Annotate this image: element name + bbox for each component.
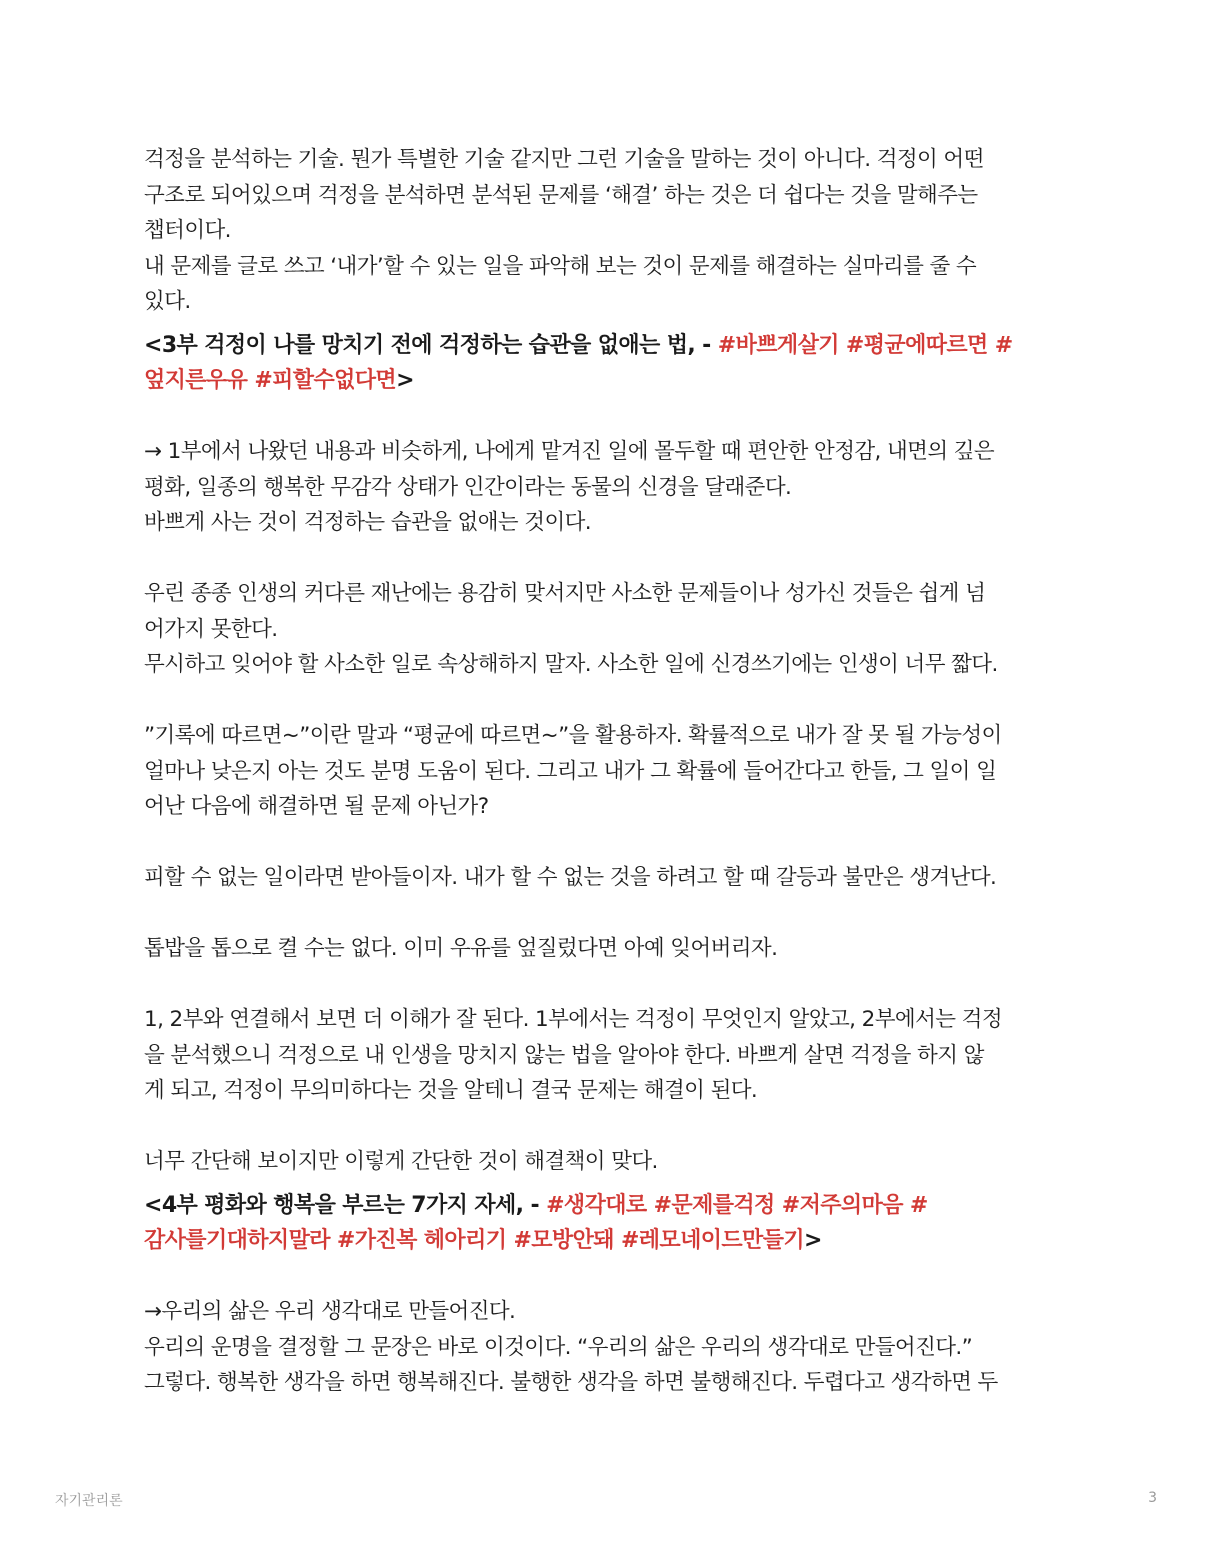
text-line: 얼마나 낮은지 아는 것도 분명 도움이 된다. 그리고 내가 그 확률에 들어간다고 한들, 그 일이 일 — [144, 758, 997, 784]
spacer — [144, 896, 1069, 932]
part3-heading-tags: #바쁘게살기 #평균에따르면 #엎지른우유 #피할수없다면 — [144, 332, 1013, 393]
text-line: 있다. — [144, 289, 191, 314]
part4-heading-close: > — [804, 1228, 822, 1253]
text-line: 챕터이다. — [144, 218, 231, 243]
text-line: 무시하고 잊어야 할 사소한 일로 속상해하지 말자. 사소한 일에 신경쓰기에는 인생이 너무 짧다. — [144, 652, 998, 677]
text-line: 을 분석했으니 걱정으로 내 인생을 망치지 않는 법을 알아야 한다. 바쁘게 살면 걱정을 하지 않 — [144, 1042, 984, 1068]
text-line: 내 문제를 글로 쓰고 ‘내가’할 수 있는 일을 파악해 보는 것이 문제를 해결하는 실마리를 줄 수 — [144, 253, 977, 279]
part3-paragraph-2 — [144, 576, 1069, 683]
text-line: 평화, 일종의 행복한 무감각 상태가 인간이라는 동물의 신경을 달래준다. — [144, 474, 792, 500]
footer-document-title: 자기관리론 — [55, 1493, 123, 1509]
text-line: 너무 간단해 보이지만 이렇게 간단한 것이 해결책이 맞다. — [144, 1149, 658, 1174]
text-line: 피할 수 없는 일이라면 받아들이자. 내가 할 수 없는 것을 하려고 할 때 갈등과 불만은 생겨난다. — [144, 865, 997, 890]
text-line: 어가지 못한다. — [144, 616, 278, 642]
intro-paragraph — [144, 142, 1069, 320]
part4-paragraph-1 — [144, 1294, 1069, 1401]
text-line: 구조로 되어있으며 걱정을 분석하면 분석된 문제를 ‘해결’ 하는 것은 더 쉽다는 것을 말해주는 — [144, 182, 978, 208]
text-line: 우리의 운명을 결정할 그 문장은 바로 이것이다. “우리의 삶은 우리의 생각대로 만들어진다.” — [144, 1334, 973, 1360]
spacer — [144, 399, 1069, 435]
part3-paragraph-5 — [144, 931, 1069, 967]
text-line: 어난 다음에 해결하면 될 문제 아닌가? — [144, 794, 489, 819]
part3-heading — [144, 328, 1069, 399]
part4-heading-title: <4부 평화와 행복을 부르는 7가지 자세, - — [144, 1192, 547, 1218]
text-line: 우린 종종 인생의 커다른 재난에는 용감히 맞서지만 사소한 문제들이나 성가신 것들은 쉽게 넘 — [144, 581, 986, 606]
text-line: 바쁘게 사는 것이 걱정하는 습관을 없애는 것이다. — [144, 510, 592, 535]
text-line: ”기록에 따르면~”이란 말과 “평균에 따르면~”을 활용하자. 확률적으로 내가 잘 못 될 가능성이 — [144, 723, 1002, 748]
part4-heading-tags: #생각대로 #문제를걱정 #저주의마음 #감사를기대하지말라 #가진복 헤아리기 #모방안돼 #레모네이드만들기 — [144, 1192, 928, 1253]
part3-paragraph-6 — [144, 1002, 1069, 1109]
part3-heading-close: > — [396, 368, 414, 393]
part3-paragraph-3 — [144, 718, 1069, 825]
text-line: 1, 2부와 연결해서 보면 더 이해가 잘 된다. 1부에서는 걱정이 무엇인지 알았고, 2부에서는 걱정 — [144, 1007, 1002, 1032]
document-body — [144, 142, 1069, 1401]
spacer — [144, 825, 1069, 861]
text-line: 톱밥을 톱으로 켤 수는 없다. 이미 우유를 엎질렀다면 아예 잊어버리자. — [144, 936, 778, 961]
part3-paragraph-1 — [144, 434, 1069, 541]
text-line: 걱정을 분석하는 기술. 뭔가 특별한 기술 같지만 그런 기술을 말하는 것이 아니다. 걱정이 어떤 — [144, 147, 984, 172]
text-line: 그렇다. 행복한 생각을 하면 행복해진다. 불행한 생각을 하면 불행해진다. 두렵다고 생각하면 두 — [144, 1370, 998, 1395]
part3-paragraph-4 — [144, 860, 1069, 896]
text-line: 게 되고, 걱정이 무의미하다는 것을 알테니 결국 문제는 해결이 된다. — [144, 1078, 758, 1103]
text-line: → 1부에서 나왔던 내용과 비슷하게, 나에게 맡겨진 일에 몰두할 때 편안한 안정감, 내면의 깊은 — [144, 439, 995, 464]
text-line: →우리의 삶은 우리 생각대로 만들어진다. — [144, 1299, 516, 1324]
spacer — [144, 1259, 1069, 1295]
footer-page-number: 3 — [1148, 1490, 1157, 1506]
part3-heading-title: <3부 걱정이 나를 망치기 전에 걱정하는 습관을 없애는 법, - — [144, 332, 718, 358]
part3-paragraph-7 — [144, 1144, 1069, 1180]
spacer — [144, 683, 1069, 719]
part4-heading — [144, 1188, 1069, 1259]
spacer — [144, 967, 1069, 1003]
spacer — [144, 541, 1069, 577]
spacer — [144, 1109, 1069, 1145]
